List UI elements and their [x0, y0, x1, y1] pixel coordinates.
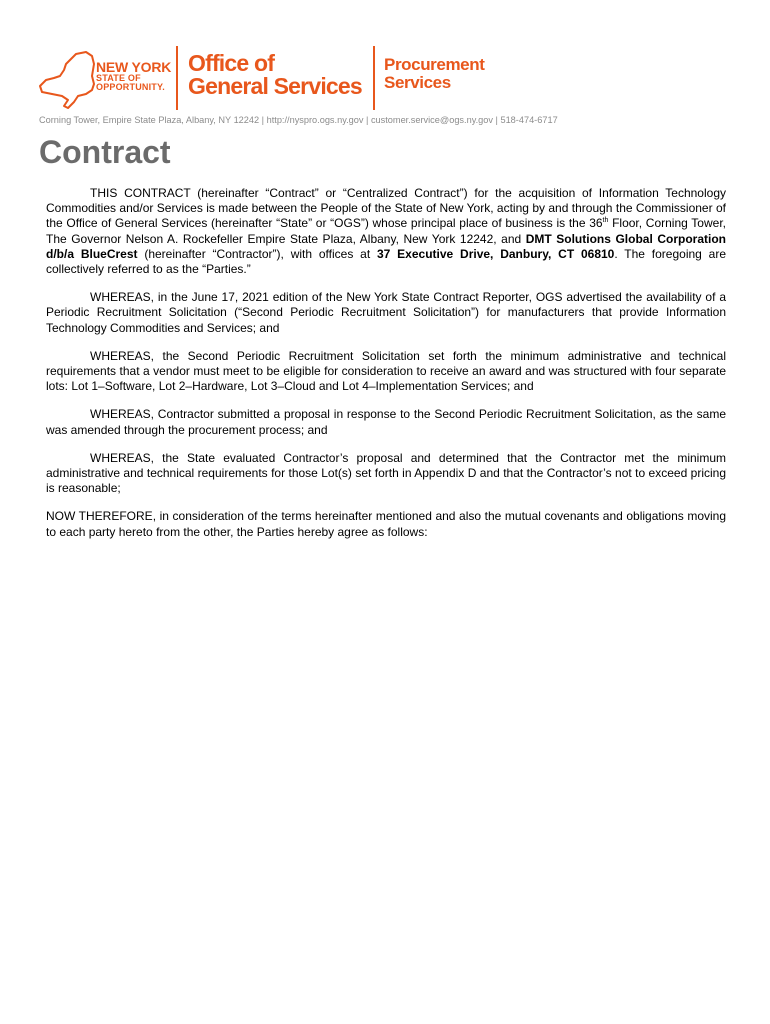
contact-address-line: Corning Tower, Empire State Plaza, Albany, NY 12242 | http://nyspro.ogs.ny.gov | customer.service@ogs.ny.gov | 518-474-6717 [39, 115, 558, 125]
ogs-logo-text [188, 52, 362, 98]
state-logo-line1: NEW YORK [96, 59, 172, 75]
new-york-state-logo [38, 50, 178, 110]
preamble-text: . The foregoing are collectively referred to as the “Parties.” [46, 246, 726, 277]
ordinal-suffix: th [602, 217, 609, 225]
ny-state-outline-icon [38, 50, 98, 110]
procurement-services-text [384, 56, 484, 92]
contractor-address: 37 Executive Drive, Danbury, CT 06810 [377, 246, 615, 261]
paragraph-now-therefore: NOW THEREFORE, in consideration of the terms hereinafter mentioned and also the mutual covenants and obligations moving to each party hereto from the other, the Parties hereby agree as follows: [46, 509, 726, 539]
ogs-line2: General Services [188, 73, 362, 99]
paragraph-whereas-1: WHEREAS, in the June 17, 2021 edition of the New York State Contract Reporter, OGS advertised the availability of a Periodic Recruitment Solicitation (“Second Periodic Recruitment Solicitation”) for manufacturers that provide Information Technology Commodities and Services; and [46, 290, 726, 335]
header-divider [176, 46, 178, 110]
paragraph-whereas-4: WHEREAS, the State evaluated Contractor’s proposal and determined that the Contractor met the minimum administrative and technical requirements for those Lot(s) set forth in Appendix D and that the Contractor’s not to exceed pricing is reasonable; [46, 450, 726, 496]
paragraph-whereas-2: WHEREAS, the Second Periodic Recruitment Solicitation set forth the minimum administrative and technical requirements that a vendor must meet to be eligible for consideration to receive an award and was structured with four separate lots: Lot 1–Software, Lot 2–Hardware, Lot 3–Cloud and Lot 4–Implementation Services; and [46, 348, 726, 394]
letterhead [38, 44, 738, 110]
header-divider [373, 46, 375, 110]
contract-body [46, 186, 726, 553]
preamble-text: (hereinafter “Contractor”), with offices at [137, 246, 377, 261]
ogs-line1: Office of [188, 50, 275, 76]
proc-line2: Services [384, 72, 451, 92]
contractor-name: DMT Solutions Global Corporation d/b/a BlueCrest [46, 231, 726, 261]
paragraph-whereas-3: WHEREAS, Contractor submitted a proposal in response to the Second Periodic Recruitment Solicitation, as the same was amended through the procurement process; and [46, 407, 726, 437]
state-logo-line3: OPPORTUNITY. [96, 82, 165, 92]
preamble-text: Floor, Corning Tower, The Governor Nelson A. Rockefeller Empire State Plaza, Albany, New York 12242, and [46, 216, 726, 246]
state-logo-line2: STATE OF [96, 73, 141, 83]
proc-line1: Procurement [384, 55, 485, 74]
paragraph-preamble [46, 186, 726, 277]
state-logo-text [96, 60, 171, 92]
preamble-text: THIS CONTRACT (hereinafter “Contract” or “Centralized Contract”) for the acquisition of Information Technology Commodities and/or Services is made between the People of the State of New York, acting by and through the Commissioner of the Office of General Services (hereinafter “State” or “OGS”) whose principal place of business is the 36 [46, 186, 726, 231]
document-title: Contract [39, 134, 171, 170]
